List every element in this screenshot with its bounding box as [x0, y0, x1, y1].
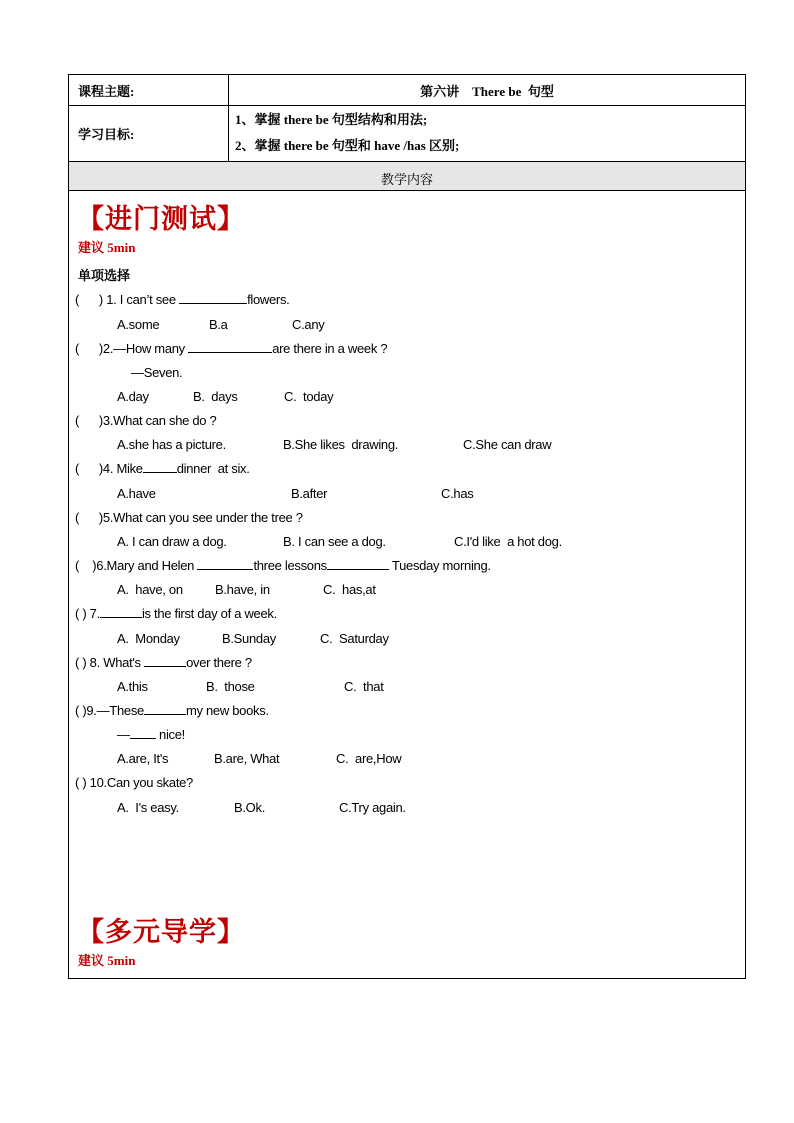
question-2-reply: —Seven.: [131, 365, 183, 380]
question-3: ( )3.What can she do ?: [75, 413, 217, 428]
option-c: C. Saturday: [320, 631, 389, 646]
option-a: A.day: [117, 389, 149, 404]
option-b: B. I can see a dog.: [283, 534, 386, 549]
answer-blank: [144, 703, 186, 715]
option-c: C. today: [284, 389, 334, 404]
option-b: B.have, in: [215, 582, 270, 597]
question-10: ( ) 10.Can you skate?: [75, 775, 193, 790]
goal-item: 2、掌握 there be 句型和 have /has 区别;: [235, 138, 460, 153]
lesson-table: [68, 74, 746, 979]
option-c: C. has,at: [323, 582, 376, 597]
topic-value: 第六讲 There be 句型: [420, 83, 554, 99]
question-2: ( )2.—How many are there in a week ?: [75, 341, 388, 356]
option-b: B.Ok.: [234, 800, 266, 815]
question-7: ( ) 7. is the first day of a week.: [75, 606, 277, 621]
question-5: ( )5.What can you see under the tree ?: [75, 510, 303, 525]
option-b: B.She likes drawing.: [283, 437, 399, 452]
answer-blank: [188, 341, 272, 353]
question-9-reply: — nice!: [117, 727, 185, 742]
content-header-row: [69, 162, 745, 191]
answer-blank: [143, 461, 177, 473]
option-b: B.are, What: [214, 751, 280, 766]
option-b: B. days: [193, 389, 238, 404]
option-c: C.has: [441, 486, 474, 501]
answer-blank: [100, 606, 142, 618]
option-a: A.she has a picture.: [117, 437, 226, 452]
question-type-label: 单项选择: [78, 268, 131, 283]
option-b: B.Sunday: [222, 631, 276, 646]
goal-label: 学习目标:: [69, 106, 229, 161]
section-title: 【多元导学】: [77, 917, 245, 947]
option-b: B.a: [209, 317, 228, 332]
answer-blank: [179, 292, 247, 304]
answer-blank: [130, 727, 156, 739]
section-suggest: 建议 5min: [78, 240, 136, 255]
question-6: ( )6.Mary and Helen three lessons Tuesday morning.: [75, 558, 491, 573]
option-c: C. are,How: [336, 751, 402, 766]
option-c: C.any: [292, 317, 325, 332]
topic-label: 课程主题:: [69, 75, 229, 105]
goal-row: [69, 106, 745, 162]
option-a: A. I can draw a dog.: [117, 534, 227, 549]
content-area: [69, 191, 745, 978]
answer-blank: [197, 558, 253, 570]
topic-row: [69, 75, 745, 106]
option-b: B. those: [206, 679, 255, 694]
option-b: B.after: [291, 486, 328, 501]
section-title: 【进门测试】: [77, 204, 245, 234]
answer-blank: [327, 558, 389, 570]
question-9: ( )9.—These my new books.: [75, 703, 269, 718]
option-a: A. I's easy.: [117, 800, 179, 815]
section-suggest: 建议 5min: [78, 953, 136, 968]
option-a: A. have, on: [117, 582, 183, 597]
question-8: ( ) 8. What's over there ?: [75, 655, 252, 670]
answer-blank: [144, 655, 186, 667]
option-a: A.are, It's: [117, 751, 169, 766]
option-a: A.some: [117, 317, 160, 332]
content-label: 教学内容: [380, 172, 433, 187]
goal-item: 1、掌握 there be 句型结构和用法;: [235, 112, 428, 127]
option-a: A.have: [117, 486, 156, 501]
option-a: A.this: [117, 679, 148, 694]
option-a: A. Monday: [117, 631, 180, 646]
option-c: C.Try again.: [339, 800, 406, 815]
goal-list: [229, 106, 745, 161]
question-4: ( )4. Mike dinner at six.: [75, 461, 250, 476]
question-1: ( ) 1. I can’t see flowers.: [75, 292, 290, 307]
option-c: C. that: [344, 679, 384, 694]
option-c: C.She can draw: [463, 437, 552, 452]
option-c: C.I'd like a hot dog.: [454, 534, 562, 549]
